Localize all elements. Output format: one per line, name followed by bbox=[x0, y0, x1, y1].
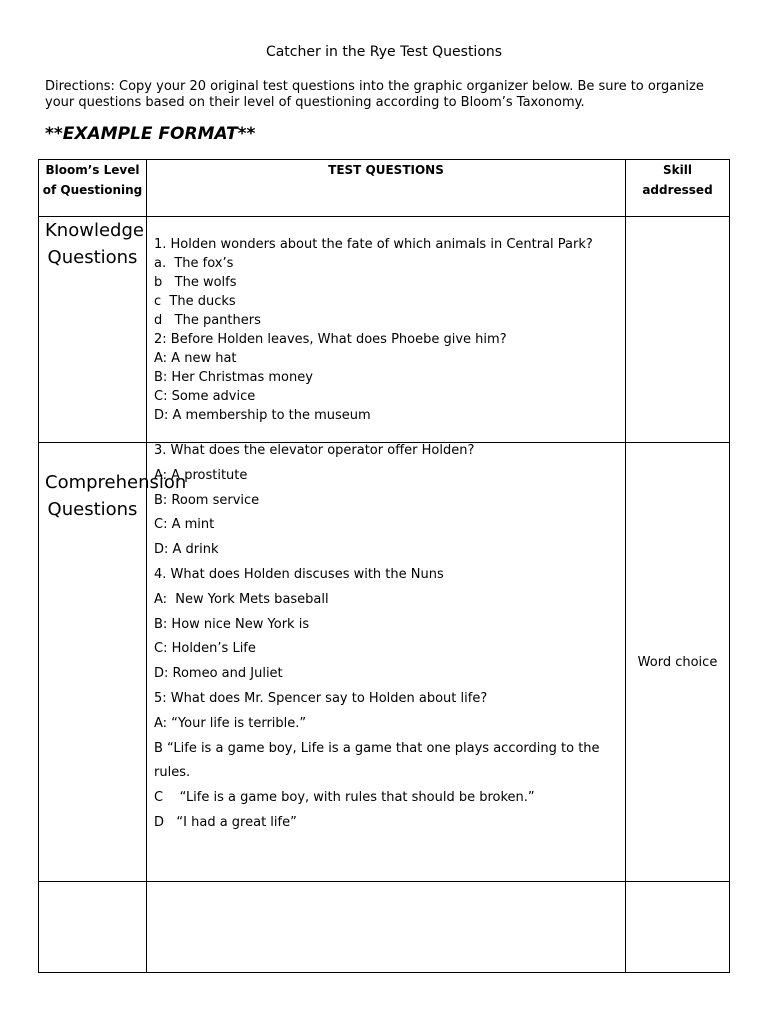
question-line: 1. Holden wonders about the fate of which animals in Central Park? bbox=[154, 237, 593, 252]
question-line: B: Her Christmas money bbox=[154, 370, 313, 385]
page-title: Catcher in the Rye Test Questions bbox=[265, 44, 503, 60]
question-line: B “Life is a game boy, Life is a game that one plays according to the rules. bbox=[154, 740, 604, 781]
table-row-empty bbox=[39, 882, 730, 973]
question-line: B: Room service bbox=[154, 492, 260, 508]
level-comprehension-label: Comprehension Questions bbox=[45, 472, 187, 520]
skill-empty bbox=[626, 882, 730, 973]
example-format-label: **EXAMPLE FORMAT** bbox=[45, 124, 256, 144]
question-lines-comprehension bbox=[154, 439, 619, 836]
question-line: 2: Before Holden leaves, What does Phoebe give him? bbox=[154, 332, 507, 347]
table-row-knowledge bbox=[39, 217, 730, 443]
question-line: D: Romeo and Juliet bbox=[154, 666, 283, 682]
header-skill-addressed: Skill addressed bbox=[626, 160, 730, 217]
header-test-questions: TEST QUESTIONS bbox=[147, 160, 626, 217]
skill-comprehension: Word choice bbox=[626, 443, 730, 882]
question-line: D: A membership to the museum bbox=[154, 408, 371, 423]
table-header-row bbox=[39, 160, 730, 217]
level-knowledge bbox=[39, 217, 147, 443]
question-line: C: Holden’s Life bbox=[154, 641, 256, 657]
table-row-comprehension bbox=[39, 443, 730, 882]
question-line: C “Life is a game boy, with rules that should be broken.” bbox=[154, 790, 535, 806]
question-line: C: A mint bbox=[154, 517, 215, 533]
question-lines-knowledge bbox=[154, 235, 619, 425]
question-line: 4. What does Holden discuses with the Nuns bbox=[154, 566, 444, 582]
questions-knowledge bbox=[147, 217, 626, 443]
question-line: 5: What does Mr. Spencer say to Holden about life? bbox=[154, 690, 488, 706]
questions-empty bbox=[147, 882, 626, 973]
questions-comprehension bbox=[147, 443, 626, 882]
question-line: A: A new hat bbox=[154, 351, 237, 366]
question-line: b The wolfs bbox=[154, 275, 237, 290]
question-line: A: “Your life is terrible.” bbox=[154, 715, 307, 731]
question-line: A: A prostitute bbox=[154, 467, 248, 483]
question-line: a. The fox’s bbox=[154, 256, 234, 271]
directions-text: Directions: Copy your 20 original test questions into the graphic organizer below. Be sure to organize your questions based on their level of questioning according to Bloom’s Taxonomy. bbox=[45, 79, 704, 110]
level-empty bbox=[39, 882, 147, 973]
question-line: C: Some advice bbox=[154, 389, 256, 404]
question-line: D: A drink bbox=[154, 542, 219, 558]
question-line: D “I had a great life” bbox=[154, 814, 297, 830]
level-knowledge-label: Knowledge Questions bbox=[45, 220, 144, 268]
question-line: A: New York Mets baseball bbox=[154, 591, 329, 607]
question-line: c The ducks bbox=[154, 294, 236, 309]
question-line: B: How nice New York is bbox=[154, 616, 310, 632]
question-line: d The panthers bbox=[154, 313, 261, 328]
graphic-organizer-table bbox=[38, 159, 730, 973]
skill-knowledge bbox=[626, 217, 730, 443]
question-line: 3. What does the elevator operator offer Holden? bbox=[154, 443, 475, 458]
header-blooms-level: Bloom’s Level of Questioning bbox=[39, 160, 147, 217]
